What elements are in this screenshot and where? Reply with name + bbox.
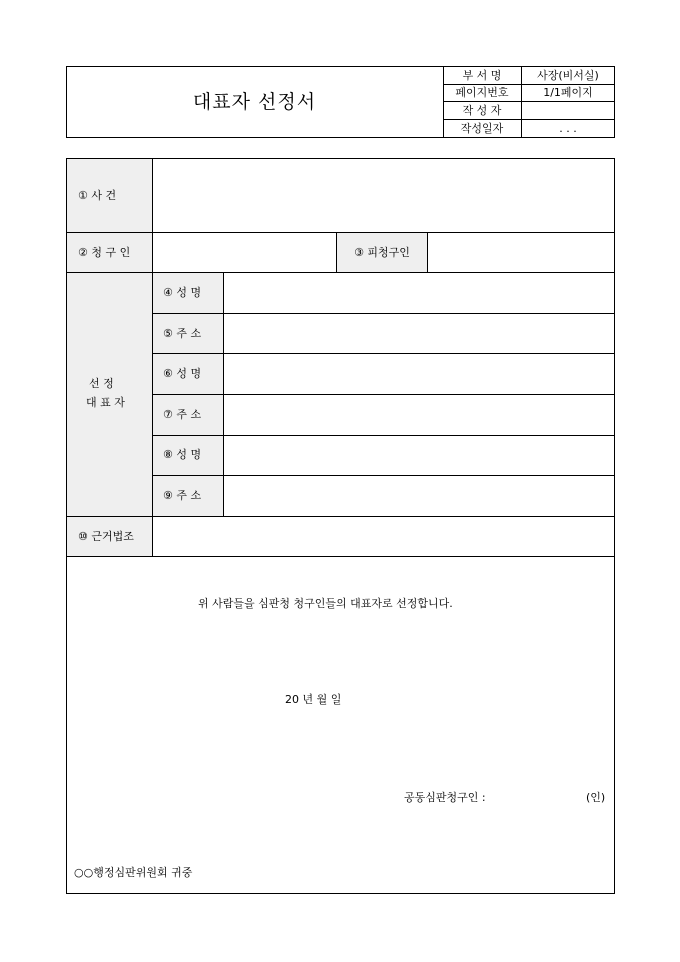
rep-group-cell	[67, 273, 152, 516]
case-field[interactable]	[153, 159, 614, 232]
rep1-name-field[interactable]	[224, 273, 614, 313]
meta-label-author: 작 성 자	[462, 104, 502, 117]
rep2-address-field[interactable]	[224, 395, 614, 435]
basis-field[interactable]	[153, 517, 614, 556]
rep3-name-label: ⑧ 성 명	[163, 448, 202, 461]
selection-statement: 위 사람들을 심판청 청구인들의 대표자로 선정합니다.	[198, 597, 453, 610]
meta-label-page-number: 페이지번호	[455, 86, 509, 99]
rep2-address-label: ⑦ 주 소	[163, 408, 202, 421]
recipient-line: ○○행정심판위원회 귀중	[74, 866, 193, 879]
statement-date: 20 년 월 일	[285, 693, 342, 706]
rep-group-label-line1: 선 정	[89, 377, 114, 390]
meta-label-date: 작성일자	[460, 122, 504, 135]
respondent-label: ③ 피청구인	[354, 246, 410, 259]
case-label: ① 사 건	[78, 189, 117, 202]
respondent-field[interactable]	[428, 233, 614, 272]
claimant-label: ② 청 구 인	[78, 246, 131, 259]
basis-label: ⑩ 근거법조	[78, 530, 134, 543]
meta-value-date: . . .	[559, 122, 577, 135]
document-title: 대표자 선정서	[192, 91, 317, 113]
claimant-field[interactable]	[153, 233, 336, 272]
rep3-address-label: ⑨ 주 소	[163, 489, 202, 502]
meta-label-department: 부 서 명	[462, 69, 502, 82]
rep2-name-field[interactable]	[224, 354, 614, 394]
rep3-address-field[interactable]	[224, 476, 614, 516]
signer-label: 공동심판청구인 :	[404, 791, 486, 804]
rep3-name-field[interactable]	[224, 436, 614, 475]
rep1-address-field[interactable]	[224, 314, 614, 353]
rep1-address-label: ⑤ 주 소	[163, 327, 202, 340]
rep1-name-label: ④ 성 명	[163, 286, 202, 299]
rep-group-label-line2: 대 표 자	[86, 396, 125, 409]
meta-value-page-number: 1/1페이지	[543, 86, 593, 99]
meta-value-department: 사장(비서실)	[537, 69, 599, 82]
seal-mark: (인)	[586, 791, 606, 804]
rep2-name-label: ⑥ 성 명	[163, 367, 202, 380]
